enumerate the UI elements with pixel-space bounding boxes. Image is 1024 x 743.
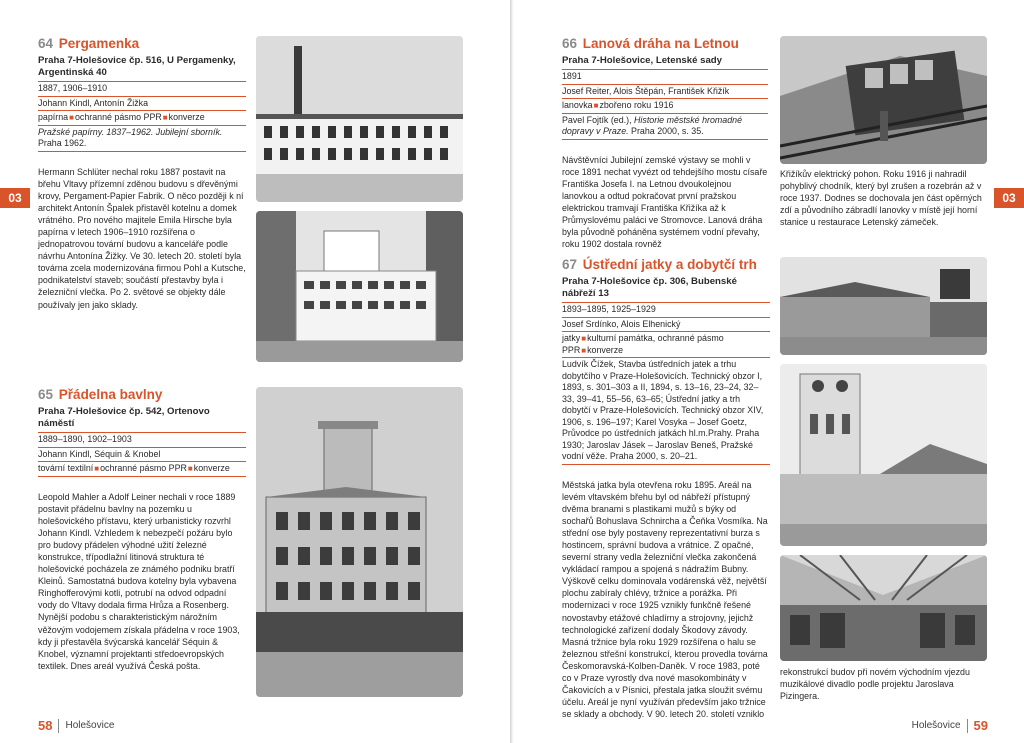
square-bullet-icon: ■ xyxy=(69,113,74,122)
entry-tags xyxy=(562,332,770,358)
entry-address: Praha 7-Holešovice čp. 516, U Pergamenky, Argentinská 40 xyxy=(38,55,246,82)
entry-number: 64 xyxy=(38,36,54,51)
entry-architects: Johann Kindl, Antonín Žižka xyxy=(38,97,246,112)
entry-heading xyxy=(38,36,246,51)
entry-title: Přádelna bavlny xyxy=(58,387,163,402)
footer-label: Holešovice xyxy=(911,720,961,731)
entry-years: 1887, 1906–1910 xyxy=(38,82,246,97)
photo-jatky-market-hall xyxy=(780,555,987,661)
entry-67 xyxy=(562,257,770,720)
entry-number: 65 xyxy=(38,387,54,402)
entry-text: Hermann Schlüter nechal roku 1887 postavit na břehu Vltavy přízemní zděnou budovu s dřevěnými krovy, Pergament-Papier Fabrik. O něco později k ní architekt Antonín Špalek přistavěl kotelnu a domek vrátného. Pro nového majitele Emila Hirsche byla papírna v letech 1906–1910 rozšířena o jednopatrovou tovární budovu a kanceláře podle návrhu Antonína Žižky. Ve 30. letech 20. století byla továrna zcela modernizována firmou Pohl a Kutsche, podnikatelství staveb; součástí přestavby byla i železniční vlečka. Po 2. světové se objekty dále používaly jen jako sklady. xyxy=(38,166,246,310)
entry-tags xyxy=(562,99,768,114)
entry-years: 1889–1890, 1902–1903 xyxy=(38,433,246,448)
footer-label: Holešovice xyxy=(65,720,115,731)
tag: konverze xyxy=(168,112,205,122)
square-bullet-icon: ■ xyxy=(581,334,587,343)
entry-66-text-continued: Křižíkův elektrický pohon. Roku 1916 ji nahradil pohyblivý chodník, který byl zrušen a rozebrán až v roce 1937. Dodnes se dochovala jen část opěrných zdí a původního zábradlí lanovky v místě její horní stanice u restaurace Letenský zámeček. xyxy=(780,169,982,228)
entry-text: Návštěvníci Jubilejní zemské výstavy se mohli v roce 1891 nechat vyvézt od tehdejšího mostu císaře Františka Josefa I. na Letnou dvoukolejnou lanovkou a odtud pokračovat první pražskou elektrickou tramvají Františka Křižíka až k Průmyslovému paláci ve Stromovce. Lanová dráha byla původně poháněna systémem vodní převahy, roku 1902 dostala rovněž xyxy=(562,154,768,250)
photo-jatky-gate xyxy=(780,257,987,355)
source-detail: Praha 2000, s. 35. xyxy=(628,126,704,136)
source-title: Historie městské hromadné dopravy v Praze. xyxy=(562,114,743,136)
photo-pergamenka-historic xyxy=(256,36,463,202)
page-number: 59 xyxy=(973,718,988,733)
entry-text: Městská jatka byla otevřena roku 1895. Areál na levém vltavském břehu byl od nábřeží přístupný dvěma branami s plastikami mužů s býky od sochařů Bohuslava Schnircha a Čeňka Vosmíka. Na střední ose byly postaveny reprezentativní burza s hostincem, správní budova a vrátnice. Z opačné, severní strany vedla železniční vlečka zakončená vykládací rampou a spojená s nádražím Bubny. Výškově celku dominovala vodárenská věž, největší plochu zabíraly chlévy, tržnice a porážka. Při modernizaci v roce 1925 vznikly funkčně řešené novostavby etážové chladírny a strojovny, jejichž technologické zařízení dodaly Škodovy závody. Masná tržnice byla roku 1929 rozšířena o halu se železnou střešní konstrukcí, kterou provedla továrna Českomoravská-Kolben-Daněk. V roce 1983, poté co v Praze vyrostly dva nové masokombináty v Čakovicích a v Písnici, přestala jatka sloužit svému účelu. Areál je nyní využíván především jako tržnice se sklady a obchody. V 90. letech 20. století vzniklo xyxy=(562,479,768,720)
tag: konverze xyxy=(587,344,624,355)
entry-architects: Josef Srdínko, Alois Elhenický xyxy=(562,318,770,333)
tag: papírna xyxy=(38,112,69,122)
tag: jatky xyxy=(562,333,581,343)
source-author: Pavel Fojtík (ed.), xyxy=(562,114,635,125)
entry-66 xyxy=(562,36,768,250)
book-gutter xyxy=(510,0,514,743)
entry-heading xyxy=(562,36,768,51)
entry-bibliography: Ludvík Čížek, Stavba ústředních jatek a trhu dobytčího v Praze-Holešovicích. Technický obzor I, 1893, s. 301–303 a II, 1894, s. 13–16, 23–24, 32–33, 39–41, 55–56, 63–65; Ústřední jatky a trh dobytčí v Praze-Holešovicích. Technický obzor XIV, 1906, s. 196–197; Karel Vosyka – Josef Goetz, Průvodce po ústředních jatkách hl.m.Prahy. Praha 1930; Jaroslav Jásek – Jaroslav Beneš, Pražské vodní věže. Praha 2000, s. 20–21. xyxy=(562,358,770,465)
entry-text: Leopold Mahler a Adolf Leiner nechali v roce 1889 postavit přádelnu bavlny na pozemku u holešovického přístavu, který urbanisticky rozvrhl Johann Kindl. Vzhledem k nebezpečí požáru bylo pro budovy přádelen výhodné užití železné konstrukce, třípodlažní litinová struktura té holešovické pocházela ze známého podniku bratří Kleinů. Samostatná budova kotelny byla vybavena Ringhofferovými kotli, potrubí na odvod odpadní vody do Vltavy dodala firma Hrůza a Rosenberg. Nynější podobu s charakteristickým nárožním věžovým vodojemem získala přádelna v roce 1903, kdy ji přestavěla švýcarská kancelář Séquin & Knobel, významní projektanti středoevropských textilek. Dnes areál využívá Česká pošta. xyxy=(38,491,240,671)
square-bullet-icon: ■ xyxy=(581,345,587,355)
entry-tags xyxy=(38,462,246,477)
footer-right xyxy=(912,718,988,733)
entry-title: Lanová dráha na Letnou xyxy=(582,36,739,51)
square-bullet-icon: ■ xyxy=(94,464,100,473)
entry-heading xyxy=(562,257,770,272)
footer-divider xyxy=(58,719,59,733)
footer-divider xyxy=(967,719,968,733)
entry-address: Praha 7-Holešovice čp. 306, Bubenské nábřeží 13 xyxy=(562,276,770,303)
entry-65 xyxy=(38,387,246,672)
tag: tovární textilní xyxy=(38,463,94,473)
tag: kulturní památka, ochranné pásmo PPR xyxy=(562,333,724,355)
tag: lanovka xyxy=(562,100,593,110)
photo-lanova-draha xyxy=(780,36,987,164)
photo-pergamenka-modern xyxy=(256,211,463,362)
section-tab-right: 03 xyxy=(994,188,1024,208)
tag: ochranné pásmo PPR xyxy=(74,112,162,122)
entry-title: Ústřední jatky a dobytčí trh xyxy=(582,257,757,272)
source-title: Pražské papírny. 1837–1962. Jubilejní sborník. xyxy=(38,126,223,137)
square-bullet-icon: ■ xyxy=(187,464,193,473)
entry-title: Pergamenka xyxy=(58,36,140,51)
entry-years: 1891 xyxy=(562,70,768,85)
photo-jatky-water-tower xyxy=(780,364,987,546)
tag: zbořeno roku 1916 xyxy=(599,100,674,110)
square-bullet-icon: ■ xyxy=(162,113,168,122)
tag: ochranné pásmo PPR xyxy=(100,463,187,473)
tag: konverze xyxy=(193,463,230,473)
entry-source xyxy=(38,126,246,152)
entry-tags xyxy=(38,111,246,126)
entry-number: 66 xyxy=(562,36,578,51)
entry-address: Praha 7-Holešovice čp. 542, Ortenovo náměstí xyxy=(38,406,246,433)
photo-pradelna-bavlny xyxy=(256,387,463,697)
source-detail: Praha 1962. xyxy=(38,138,87,148)
entry-architects: Josef Reiter, Alois Štěpán, František Křižík xyxy=(562,85,768,100)
entry-source xyxy=(562,114,768,140)
entry-number: 67 xyxy=(562,257,578,272)
entry-address: Praha 7-Holešovice, Letenské sady xyxy=(562,55,768,70)
page-number: 58 xyxy=(38,718,53,733)
entry-64 xyxy=(38,36,246,311)
entry-architects: Johann Kindl, Séquin & Knobel xyxy=(38,448,246,463)
entry-heading xyxy=(38,387,246,402)
entry-years: 1893–1895, 1925–1929 xyxy=(562,303,770,318)
square-bullet-icon: ■ xyxy=(593,101,599,110)
section-tab-left: 03 xyxy=(0,188,30,208)
entry-67-text-continued: rekonstrukcí budov při novém východním vjezdu muzikálové divadlo podle projektu Jaroslava Pizingera. xyxy=(780,667,970,702)
footer-left xyxy=(38,718,114,733)
